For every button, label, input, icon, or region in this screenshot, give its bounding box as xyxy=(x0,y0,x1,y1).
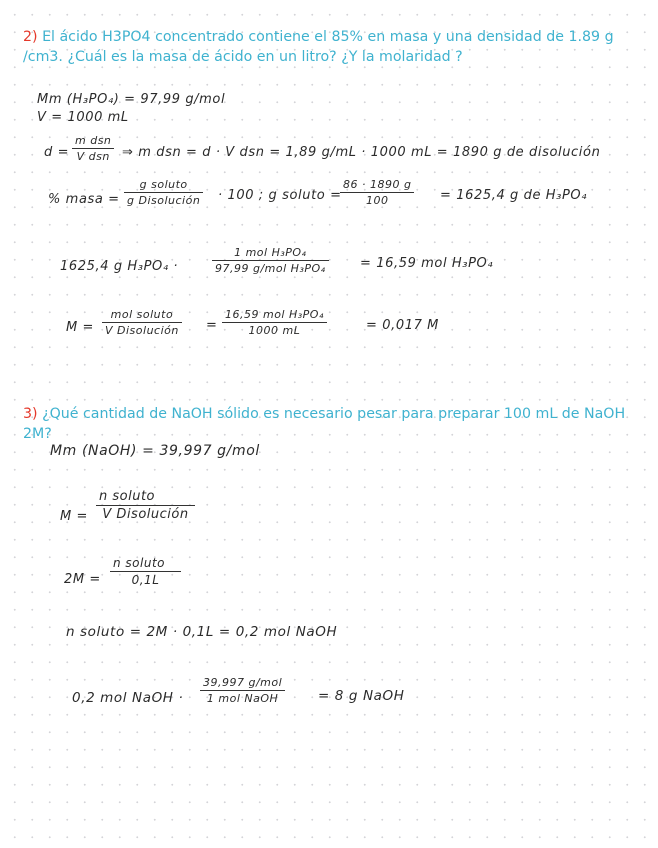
q3-2m-denominator: 0,1L xyxy=(131,573,160,587)
q2-moles-numerator: 1 mol H₃PO₄ xyxy=(212,246,329,261)
q2-moles-denominator: 97,99 g/mol H₃PO₄ xyxy=(215,262,326,275)
q2-solute-denominator: 100 xyxy=(365,194,389,207)
q3-molarity-numerator: n soluto xyxy=(96,489,195,506)
q3-grams-lhs: 0,2 mol NaOH · xyxy=(72,690,184,706)
question-3-text: ¿Qué cantidad de NaOH sólido es necesario pesar para preparar 100 mL de NaOH 2M? xyxy=(23,406,626,442)
q3-grams-denominator: 1 mol NaOH xyxy=(206,692,279,705)
q2-molarity-numerator: mol soluto xyxy=(102,308,182,323)
q2-moles-rhs: = 16,59 mol H₃PO₄ xyxy=(360,256,494,271)
question-3 xyxy=(23,404,635,444)
q3-2m-numerator: n soluto xyxy=(110,556,181,572)
q2-molarity-numerator-2: 16,59 mol H₃PO₄ xyxy=(222,308,327,323)
question-3-number: 3) xyxy=(23,406,38,422)
q2-percent-numerator: g soluto xyxy=(124,178,203,193)
q2-percent-fraction xyxy=(124,178,203,207)
q3-grams-numerator: 39,997 g/mol xyxy=(200,676,285,691)
q2-moles-lhs: 1625,4 g H₃PO₄ · xyxy=(60,259,179,274)
q2-density-numerator: m dsn xyxy=(72,134,114,149)
q3-2m-lhs: 2M = xyxy=(64,572,101,587)
q2-solute-numerator: 86 · 1890 g xyxy=(340,178,414,193)
q3-grams-fraction xyxy=(200,676,285,705)
q2-molarity-eq: = xyxy=(206,318,218,333)
q2-molar-mass: Mm (H₃PO₄) = 97,99 g/mol xyxy=(37,92,226,107)
q2-volume: V = 1000 mL xyxy=(37,110,129,125)
question-2 xyxy=(23,27,635,67)
q2-percent-lhs: % masa = xyxy=(48,192,120,207)
q2-percent-mid: · 100 ; g soluto = xyxy=(218,188,342,203)
q3-molarity-fraction xyxy=(96,489,195,522)
question-2-text: El ácido H3PO4 concentrado contiene el 85% en masa y una densidad de 1.89 g /cm3. ¿Cuál es la masa de ácido en un litro? ¿Y la molaridad ? xyxy=(23,29,614,65)
q3-grams-rhs: = 8 g NaOH xyxy=(318,688,405,704)
q3-molarity-lhs: M = xyxy=(60,509,89,524)
q2-moles-fraction xyxy=(212,246,329,275)
q2-molarity-rhs: = 0,017 M xyxy=(366,318,439,333)
q2-solute-fraction xyxy=(340,178,414,207)
q3-molar-mass: Mm (NaOH) = 39,997 g/mol xyxy=(50,443,260,459)
q2-density-denominator: V dsn xyxy=(76,150,110,163)
q2-molarity-fraction-2 xyxy=(222,308,327,337)
q2-percent-denominator: g Disolución xyxy=(127,194,201,207)
q2-density-lhs: d = xyxy=(44,145,70,160)
q2-percent-rhs: = 1625,4 g de H₃PO₄ xyxy=(440,188,588,203)
q2-density-rhs: ⇒ m dsn = d · V dsn = 1,89 g/mL · 1000 mL = 1890 g de disolución xyxy=(122,145,601,160)
q2-molarity-fraction xyxy=(102,308,182,337)
q2-molarity-lhs: M = xyxy=(66,320,95,335)
q2-molarity-denominator: V Disolución xyxy=(105,324,179,337)
q2-molarity-denominator-2: 1000 mL xyxy=(248,324,301,337)
question-2-number: 2) xyxy=(23,29,38,45)
q3-moles: n soluto = 2M · 0,1L = 0,2 mol NaOH xyxy=(66,624,338,640)
q3-2m-fraction xyxy=(110,556,181,587)
q2-density-fraction xyxy=(72,134,114,163)
q3-molarity-denominator: V Disolución xyxy=(102,507,189,522)
